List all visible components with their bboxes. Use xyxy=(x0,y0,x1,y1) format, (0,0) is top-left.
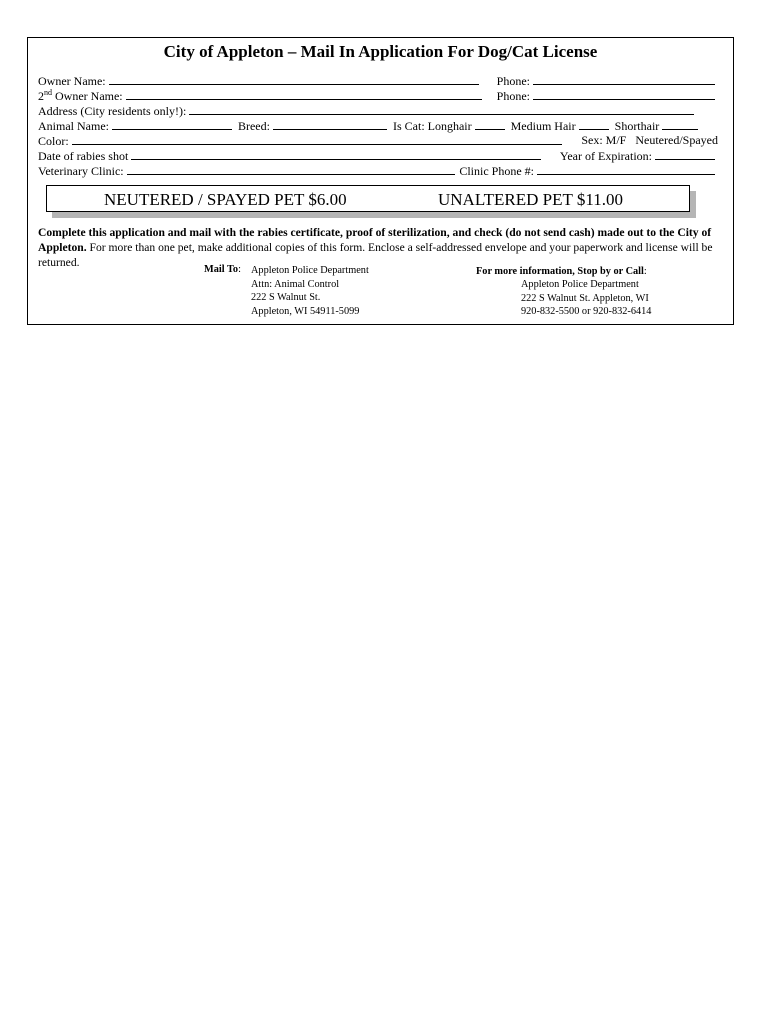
more-info-line: 222 S Walnut St. Appleton, WI xyxy=(521,292,649,304)
color-field[interactable] xyxy=(72,133,562,145)
medium-hair-label: Medium Hair xyxy=(510,119,576,133)
address-row xyxy=(38,103,718,119)
owner-name-row xyxy=(38,73,718,89)
more-info-line: 920-832-5500 or 920-832-6414 xyxy=(521,306,652,317)
more-info-line: Appleton Police Department xyxy=(521,279,639,290)
mail-to-label: Mail To: xyxy=(204,264,241,275)
more-info-heading: For more information, Stop by or Call: xyxy=(476,266,647,277)
clinic-phone-field[interactable] xyxy=(537,163,715,175)
color-row xyxy=(38,133,718,149)
second-owner-field[interactable] xyxy=(126,88,482,100)
color-label: Color: xyxy=(38,134,69,148)
owner-name-field[interactable] xyxy=(109,73,479,85)
clinic-phone-label: Clinic Phone #: xyxy=(459,164,534,178)
address-label: Address (City residents only!): xyxy=(38,104,187,118)
instructions-bold: Complete this application and mail with the rabies certificate, proof of sterilization, and check (do not send cash) made out to the City of Appleton. xyxy=(38,226,712,254)
owner-name-label: Owner Name: xyxy=(38,74,106,88)
animal-name-field[interactable] xyxy=(112,118,232,130)
phone-field[interactable] xyxy=(533,73,715,85)
second-owner-row xyxy=(38,88,718,104)
medium-hair-field[interactable] xyxy=(579,118,609,130)
form-title: City of Appleton – Mail In Application For Dog/Cat License xyxy=(163,42,598,61)
instructions-normal: For more than one pet, make additional copies of this form. Enclose a self-addressed envelope and your paperwork and license will be returned. xyxy=(38,241,713,269)
rabies-date-field[interactable] xyxy=(131,148,541,160)
breed-label: Breed: xyxy=(237,119,270,133)
animal-name-label: Animal Name: xyxy=(38,119,109,133)
longhair-field[interactable] xyxy=(475,118,505,130)
second-owner-label: 2nd Owner Name: xyxy=(38,88,123,103)
mail-to-line: Appleton Police Department xyxy=(251,265,369,276)
vet-row xyxy=(38,163,718,179)
mail-to-line: Attn: Animal Control xyxy=(251,278,340,290)
longhair-label: Is Cat: Longhair xyxy=(392,119,472,133)
instructions xyxy=(38,225,728,270)
breed-field[interactable] xyxy=(273,118,387,130)
address-field[interactable] xyxy=(189,103,694,115)
unaltered-price: UNALTERED PET $11.00 xyxy=(438,190,623,209)
sex-label: Sex: M/F xyxy=(581,133,627,147)
mail-to-line: Appleton, WI 54911-5099 xyxy=(251,305,360,317)
year-expiration-label: Year of Expiration: xyxy=(559,149,652,163)
license-form xyxy=(27,37,734,325)
vet-clinic-field[interactable] xyxy=(127,163,455,175)
rabies-date-label: Date of rabies shot xyxy=(38,149,129,163)
rabies-row xyxy=(38,148,718,164)
animal-row xyxy=(38,118,718,134)
mail-to-address xyxy=(251,264,369,318)
more-info-address xyxy=(521,278,651,319)
neutered-spayed-label: Neutered/Spayed xyxy=(635,133,718,147)
year-expiration-field[interactable] xyxy=(655,148,715,160)
vet-clinic-label: Veterinary Clinic: xyxy=(38,164,124,178)
neutered-price: NEUTERED / SPAYED PET $6.00 xyxy=(104,190,347,209)
price-box xyxy=(46,185,690,212)
shorthair-label: Shorthair xyxy=(614,119,660,133)
phone-label: Phone: xyxy=(496,74,530,88)
second-phone-field[interactable] xyxy=(533,88,715,100)
second-phone-label: Phone: xyxy=(496,89,530,103)
shorthair-field[interactable] xyxy=(662,118,698,130)
mail-to-line: 222 S Walnut St. xyxy=(251,292,321,303)
